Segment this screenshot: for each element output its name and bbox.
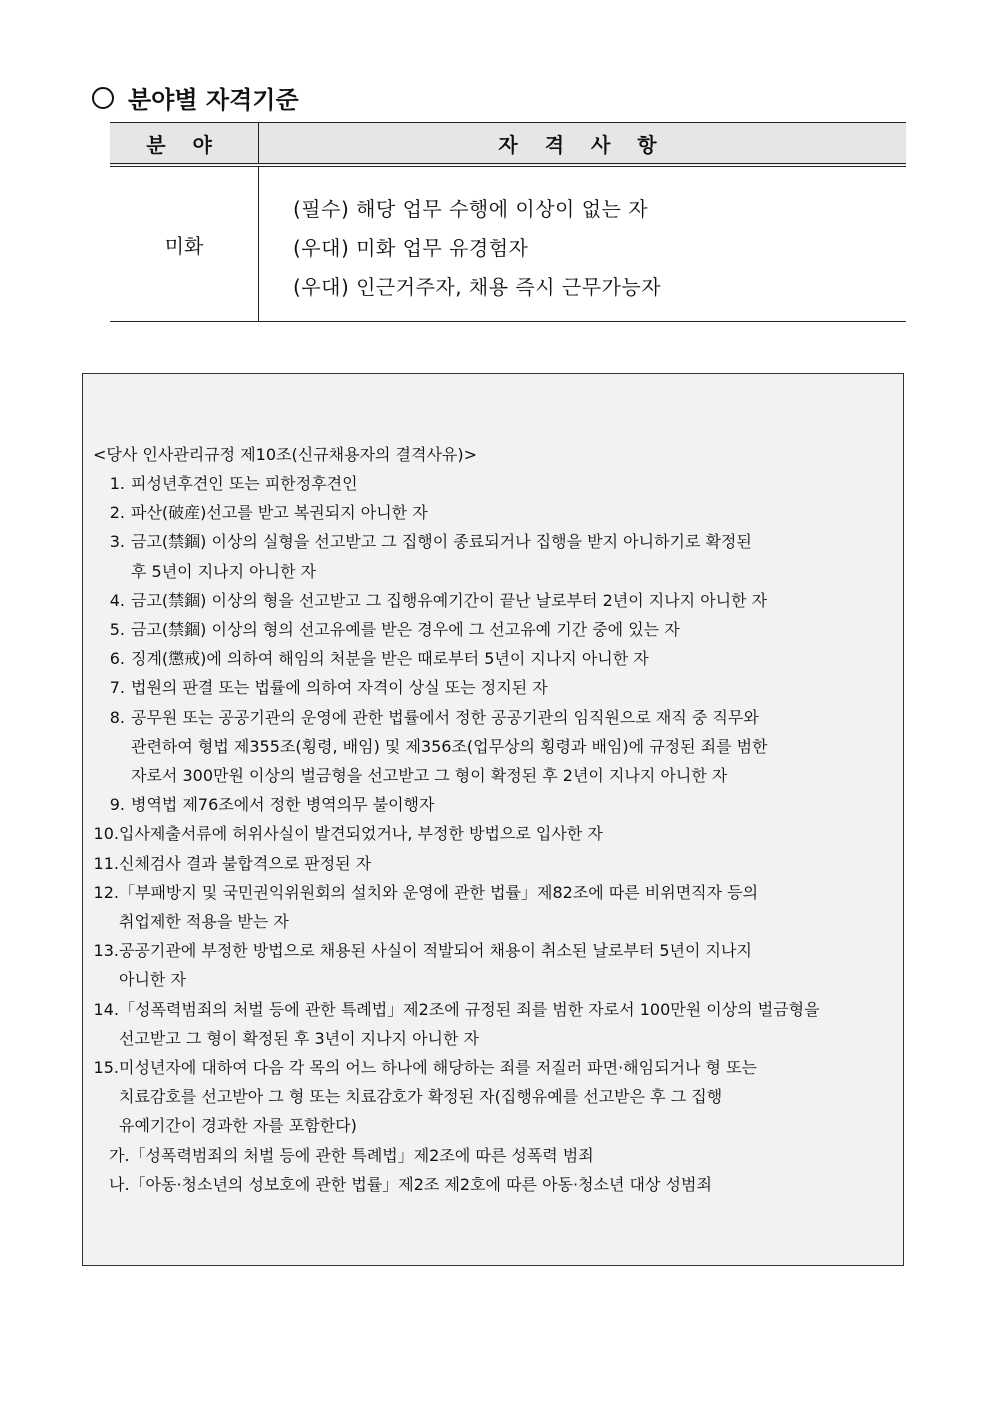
qualification-table <box>110 122 906 322</box>
list-item-line: 공공기관에 부정한 방법으로 채용된 사실이 적발되어 채용이 취소된 날로부터 5년이 지나지 <box>119 941 752 961</box>
list-item-text <box>131 673 903 702</box>
list-item-number: 11. <box>93 853 119 873</box>
list-subitem: 가.「성폭력범죄의 처벌 등에 관한 특례법」제2조에 따른 성폭력 범죄 <box>109 1145 594 1165</box>
list-item-line: 유예기간이 경과한 자를 포함한다) <box>119 1116 357 1136</box>
disqualification-notice-box <box>82 373 904 1266</box>
list-item <box>91 469 903 498</box>
requirement-line: (필수) 해당 업무 수행에 이상이 없는 자 <box>293 196 649 221</box>
list-item-line: 치료감호를 선고받아 그 형 또는 치료감호가 확정된 자(집행유예를 선고받은 후 그 집행 <box>119 1087 723 1107</box>
list-item-number: 7. <box>109 678 125 698</box>
list-item-line: 공무원 또는 공공기관의 운영에 관한 법률에서 정한 공공기관의 임직원으로 재직 중 직무와 <box>131 707 759 727</box>
section-title: 분야별 자격기준 <box>128 85 299 114</box>
list-item-line: 금고(禁錮) 이상의 형의 선고유예를 받은 경우에 그 선고유예 기간 중에 있는 자 <box>131 620 680 640</box>
list-item-number: 6. <box>109 649 125 669</box>
list-item-line: 신체검사 결과 불합격으로 판정된 자 <box>119 853 372 873</box>
list-item <box>91 936 903 994</box>
list-item <box>91 673 903 702</box>
list-item-number: 1. <box>109 474 125 493</box>
list-item-line: 선고받고 그 형이 확정된 후 3년이 지나지 아니한 자 <box>119 1028 479 1048</box>
list-item-line: 아니한 자 <box>119 970 186 990</box>
list-item-text <box>119 878 903 936</box>
list-item <box>91 703 903 791</box>
list-item <box>91 1053 903 1141</box>
list-item <box>91 498 903 527</box>
list-item-line: 금고(禁錮) 이상의 실형을 선고받고 그 집행이 종료되거나 집행을 받지 아니하기로 확정된 <box>131 532 752 552</box>
list-item <box>91 615 903 644</box>
table-row <box>110 165 906 322</box>
list-item-line: 「부패방지 및 국민권익위원회의 설치와 운영에 관한 법률」제82조에 따른 비위면직자 등의 <box>119 882 759 902</box>
requirement-line: (우대) 미화 업무 유경험자 <box>293 235 529 260</box>
list-item-number: 5. <box>109 620 125 640</box>
list-item-line: 법원의 판결 또는 법률에 의하여 자격이 상실 또는 정지된 자 <box>131 678 548 698</box>
list-item-text <box>119 936 903 994</box>
table-header-row <box>110 123 906 166</box>
notice-title: <당사 인사관리규정 제10조(신규채용자의 결격사유)> <box>93 445 478 464</box>
list-item-line: 자로서 300만원 이상의 벌금형을 선고받고 그 형이 확정된 후 2년이 지나지 아니한 자 <box>131 766 728 786</box>
list-item-text <box>131 615 903 644</box>
header-field: 분 야 <box>110 123 259 166</box>
circle-bullet-icon <box>92 87 114 109</box>
list-item-number: 4. <box>109 590 125 610</box>
list-item <box>91 819 903 848</box>
list-item-number: 10. <box>93 824 119 844</box>
list-item-text <box>131 586 903 615</box>
list-item-number: 8. <box>109 707 125 727</box>
list-item-line: 금고(禁錮) 이상의 형을 선고받고 그 집행유예기간이 끝난 날로부터 2년이 지나지 아니한 자 <box>131 590 768 610</box>
list-item-text <box>131 498 903 527</box>
list-item-text <box>131 644 903 673</box>
list-item-text <box>131 527 903 585</box>
list-item-number: 2. <box>109 503 125 523</box>
list-item <box>91 849 903 878</box>
list-item-line: 미성년자에 대하여 다음 각 목의 어느 하나에 해당하는 죄를 저질러 파면·해임되거나 형 또는 <box>119 1058 757 1078</box>
list-item-line: 입사제출서류에 허위사실이 발견되었거나, 부정한 방법으로 입사한 자 <box>119 824 603 844</box>
list-item-number: 14. <box>93 999 119 1019</box>
requirements-cell <box>259 165 907 322</box>
list-item-text <box>119 995 903 1053</box>
list-item-number: 15. <box>93 1058 119 1078</box>
list-subitem: 나.「아동·청소년의 성보호에 관한 법률」제2조 제2호에 따른 아동·청소년 대상 성범죄 <box>109 1174 712 1194</box>
section-heading <box>92 80 299 115</box>
list-item-line: 취업제한 적용을 받는 자 <box>119 912 289 932</box>
list-item <box>91 527 903 585</box>
list-item-text <box>131 469 903 498</box>
list-item-number: 13. <box>93 941 119 961</box>
list-item-number: 12. <box>93 882 119 902</box>
list-item-number: 3. <box>109 532 125 552</box>
field-cell: 미화 <box>110 165 259 322</box>
list-item <box>91 878 903 936</box>
list-item-line: 징계(懲戒)에 의하여 해임의 처분을 받은 때로부터 5년이 지나지 아니한 자 <box>131 649 649 669</box>
list-item-number: 9. <box>109 795 125 815</box>
list-item-text <box>131 790 903 819</box>
list-item <box>91 995 903 1053</box>
requirement-line: (우대) 인근거주자, 채용 즉시 근무가능자 <box>293 274 662 299</box>
list-item-line: 후 5년이 지나지 아니한 자 <box>131 561 317 581</box>
list-item <box>91 790 903 819</box>
list-item <box>91 586 903 615</box>
list-item-text <box>119 849 903 878</box>
list-item <box>91 644 903 673</box>
list-item-line: 피성년후견인 또는 피한정후견인 <box>131 474 358 493</box>
list-item-text <box>119 819 903 848</box>
disqualification-list <box>91 469 903 1199</box>
list-item-text <box>119 1053 903 1141</box>
list-item-text <box>131 703 903 791</box>
list-item-line: 관련하여 형법 제355조(횡령, 배임) 및 제356조(업무상의 횡령과 배임)에 규정된 죄를 범한 <box>131 736 768 756</box>
header-qualification: 자 격 사 항 <box>259 123 907 166</box>
list-item-line: 「성폭력범죄의 처벌 등에 관한 특례법」제2조에 규정된 죄를 범한 자로서 100만원 이상의 벌금형을 <box>119 999 820 1019</box>
list-item-line: 병역법 제76조에서 정한 병역의무 불이행자 <box>131 795 435 815</box>
list-item-line: 파산(破産)선고를 받고 복권되지 아니한 자 <box>131 503 428 523</box>
